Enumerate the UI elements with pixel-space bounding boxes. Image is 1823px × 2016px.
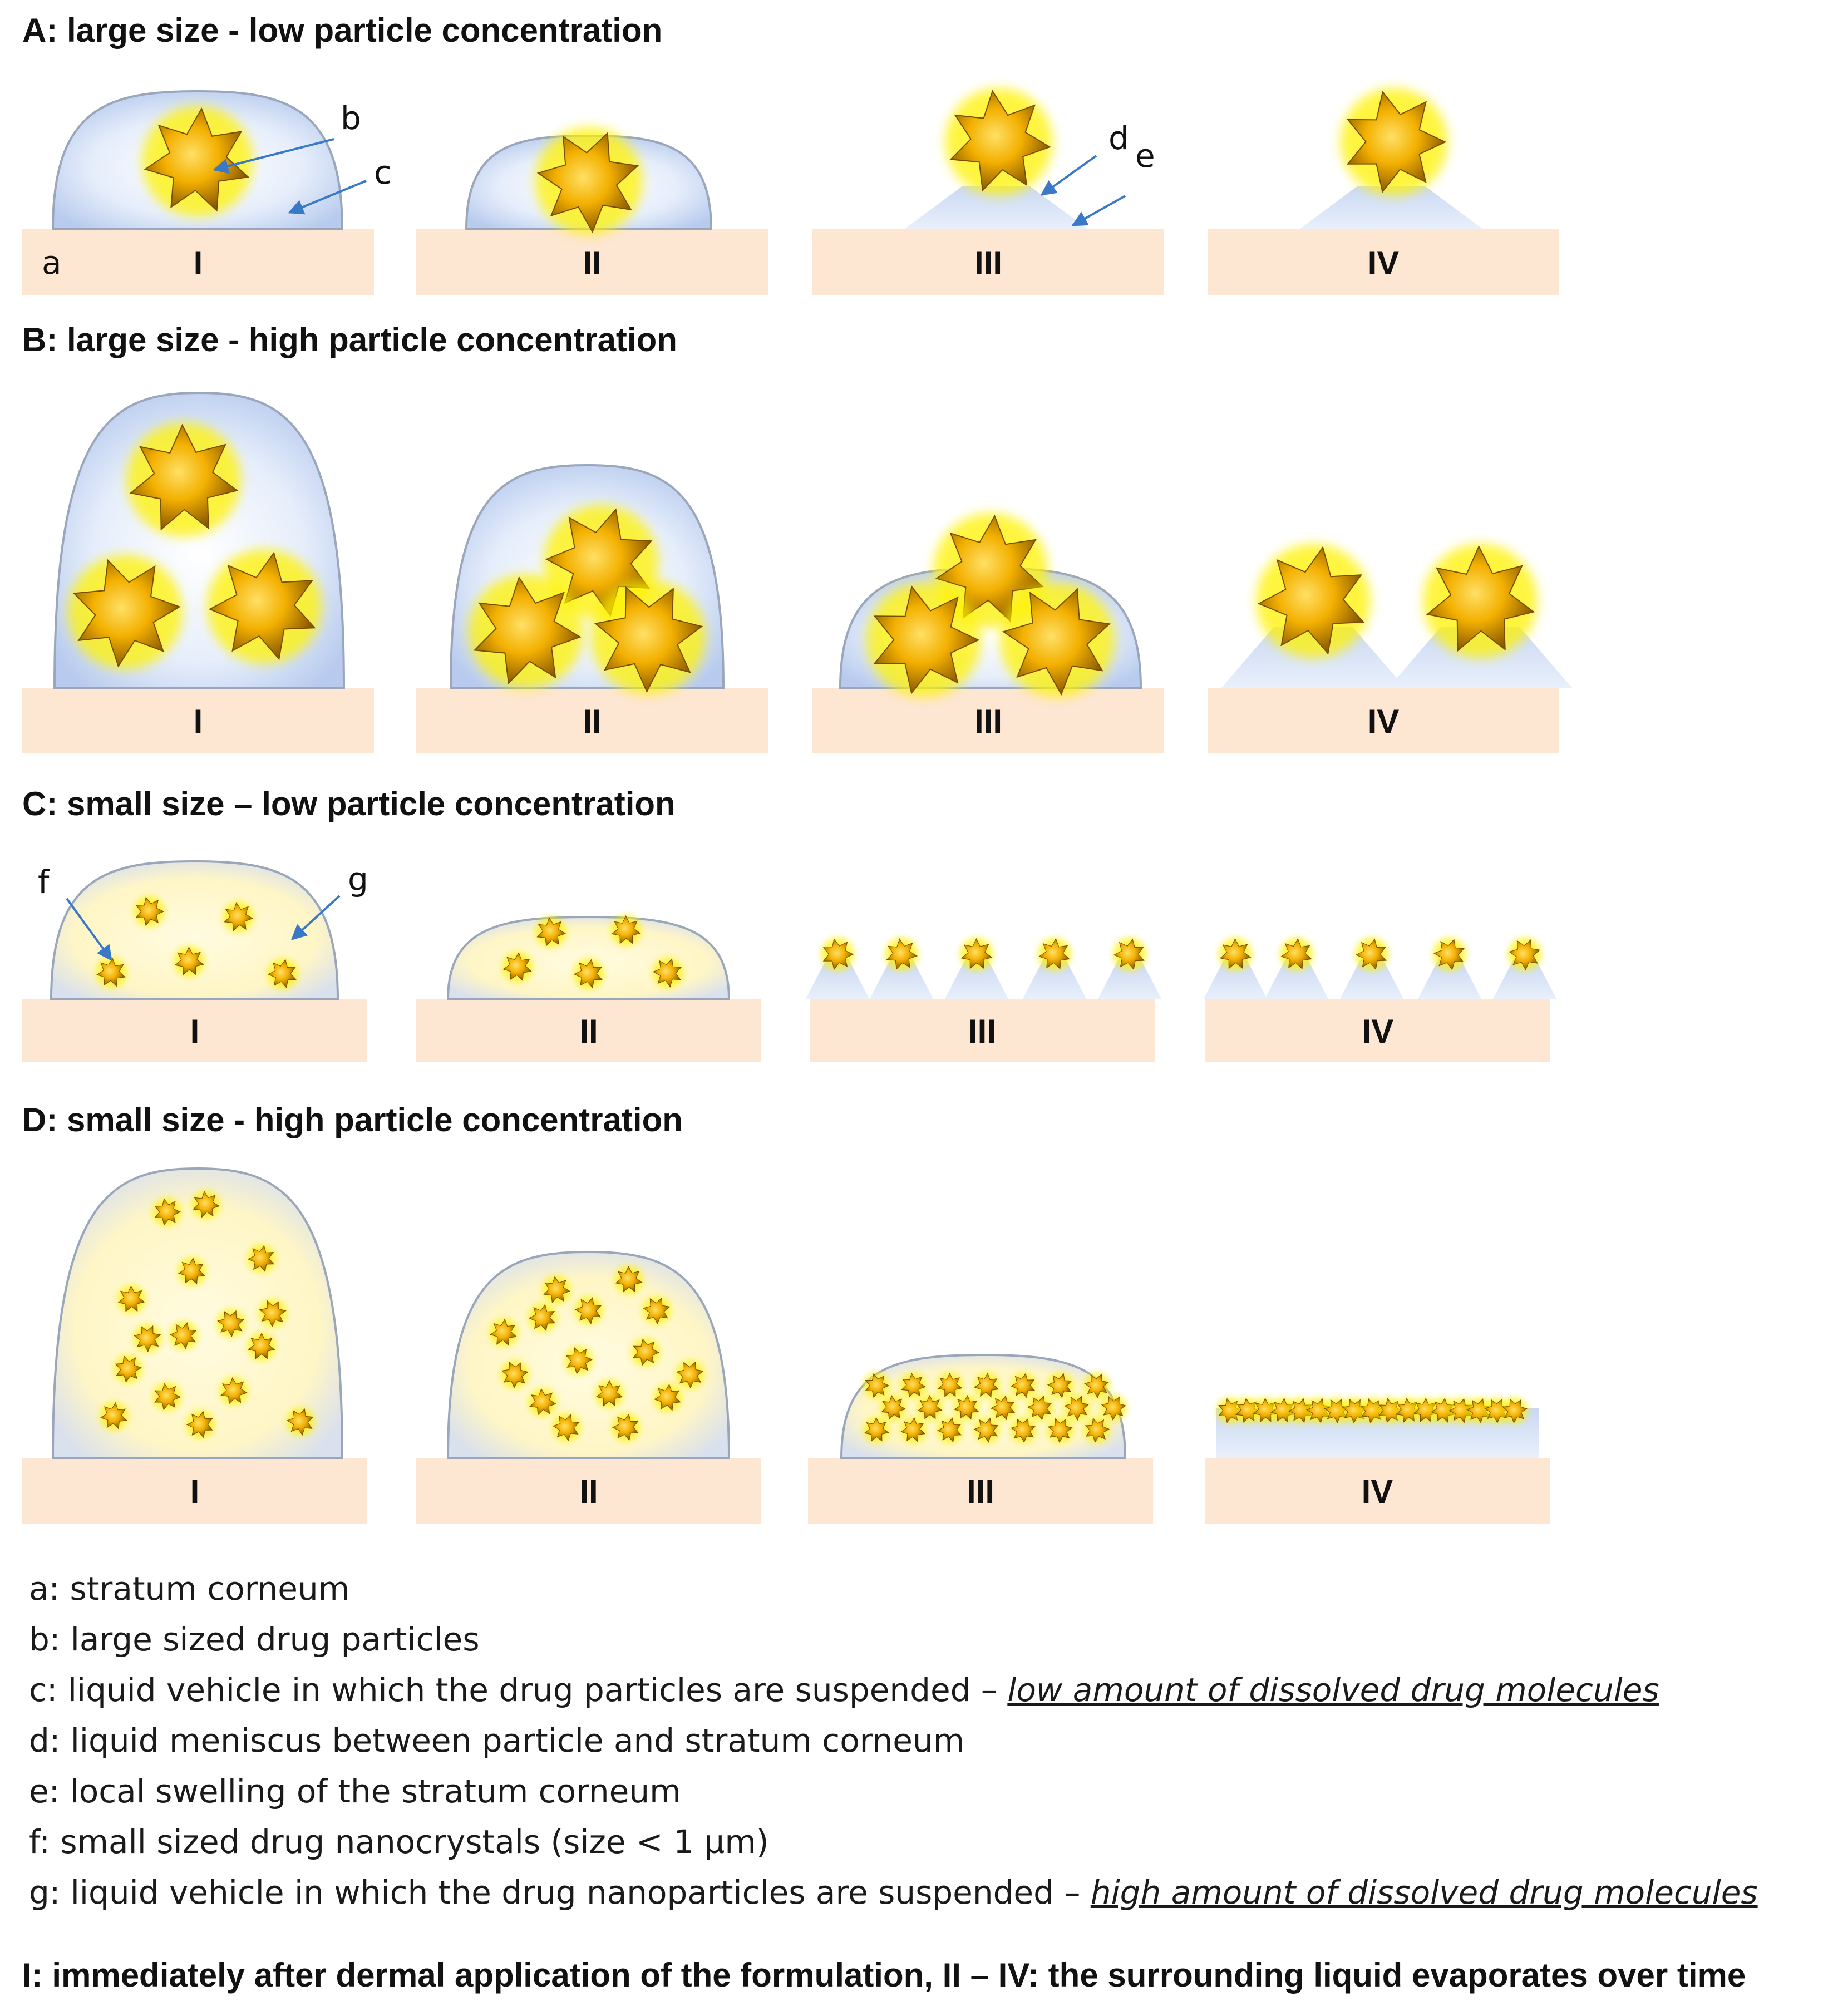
legend-text: g: liquid vehicle in which the drug nanoparticles are suspended – — [29, 1874, 1091, 1911]
legend-item-c — [29, 1665, 1810, 1716]
callout-label-c: c — [374, 154, 392, 191]
callout-label-f: f — [38, 863, 50, 901]
section-a-title: A: large size - low particle concentration — [22, 12, 663, 49]
panel-label: II — [579, 1013, 598, 1050]
panel-label: II — [579, 1473, 598, 1510]
legend-item-g — [29, 1867, 1810, 1918]
panel-label: III — [966, 1473, 995, 1510]
panel-label: IV — [1362, 1013, 1394, 1050]
panel-label: I — [190, 1473, 200, 1510]
panel-label: II — [583, 244, 602, 282]
legend-emphasis: low amount of dissolved drug molecules — [1007, 1671, 1659, 1709]
legend-text: a: stratum corneum — [29, 1570, 350, 1608]
legend-text: e: local swelling of the stratum corneum — [29, 1772, 681, 1810]
legend-emphasis: high amount of dissolved drug molecules — [1090, 1874, 1758, 1911]
panel-label: I — [193, 703, 203, 740]
callout-label-b: b — [341, 99, 361, 137]
legend-item-d — [29, 1716, 1810, 1766]
legend-item-f — [29, 1817, 1810, 1867]
panel-label: IV — [1361, 1473, 1393, 1510]
callout-label-e: e — [1135, 137, 1155, 175]
legend-item-b — [29, 1614, 1810, 1665]
callout-arrow — [1073, 196, 1125, 225]
callout-label-a: a — [42, 244, 62, 282]
panel-label: IV — [1367, 703, 1400, 740]
panel-label: III — [974, 703, 1003, 740]
section-b-title: B: large size - high particle concentration — [22, 321, 677, 358]
callout-arrow — [1042, 156, 1096, 195]
panel-label: III — [974, 244, 1003, 282]
legend-item-a — [29, 1564, 1810, 1614]
legend-text: c: liquid vehicle in which the drug particles are suspended – — [29, 1671, 1008, 1709]
section-c-title: C: small size – low particle concentration — [22, 785, 676, 822]
legend — [29, 1564, 1810, 1918]
panel-label: III — [968, 1013, 997, 1050]
callout-label-g: g — [348, 860, 368, 898]
panel-label: II — [583, 703, 602, 740]
footer-caption: I: immediately after dermal application of the formulation, II – IV: the surrounding liquid evaporates over time — [22, 1956, 1746, 1994]
panel-label: I — [190, 1013, 200, 1050]
legend-text: d: liquid meniscus between particle and stratum corneum — [29, 1722, 965, 1759]
legend-item-e — [29, 1766, 1810, 1817]
panel-label: IV — [1367, 244, 1400, 282]
legend-text: f: small sized drug nanocrystals (size < 1 µm) — [29, 1823, 769, 1861]
panel-label: I — [193, 244, 203, 282]
legend-text: b: large sized drug particles — [29, 1620, 480, 1658]
section-d-title: D: small size - high particle concentration — [22, 1101, 683, 1138]
callout-label-d: d — [1108, 119, 1129, 157]
